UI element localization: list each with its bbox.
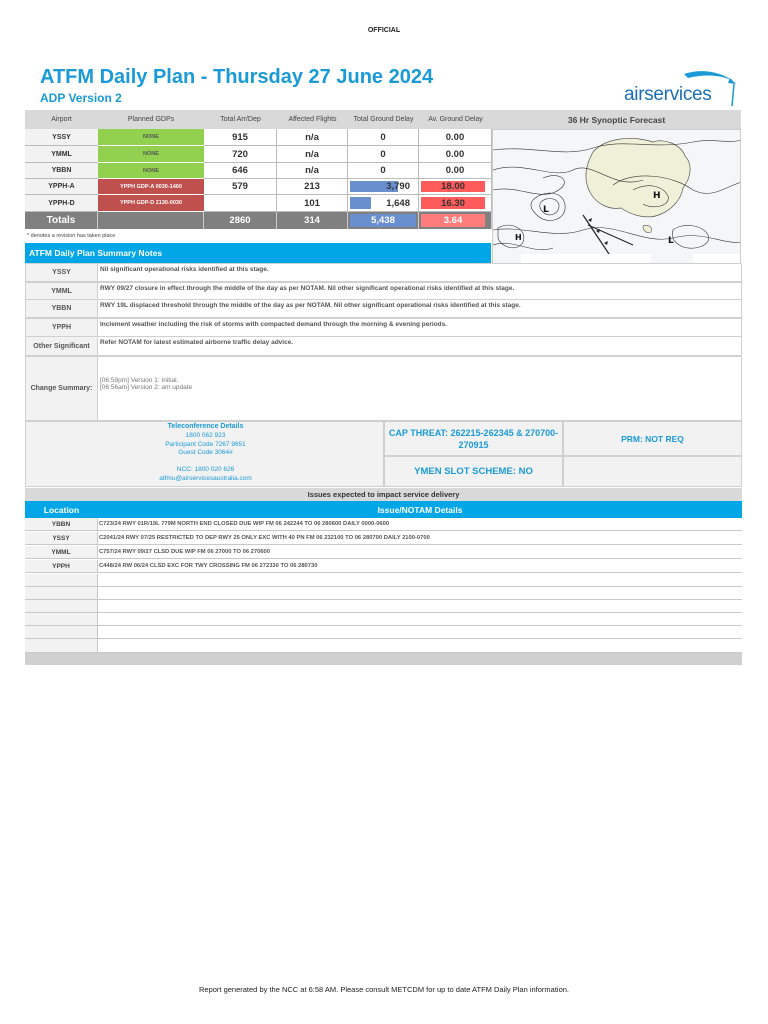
note-text: Refer NOTAM for latest estimated airborne traffic delay advice. [97,336,742,356]
guest-code: Guest Code 3064# [178,449,233,456]
table-row [25,518,742,531]
gdp-status-badge: NONE [98,146,204,163]
notam-location: YSSY [25,532,98,544]
forecast-title: 36 Hr Synoptic Forecast [492,110,741,129]
table-row [25,626,742,639]
table-row [25,600,742,613]
airport-cell: YPPH-D [25,195,98,212]
note-label: YBBN [25,299,98,318]
ground-delay-bar [350,197,371,209]
notam-location [25,587,98,599]
gdp-status-badge: NONE [98,163,204,179]
table-row [25,639,742,653]
teleconference-phone: 1800 062 923 [185,432,226,439]
ground-delay-bar-cell [348,179,419,195]
totals-avg-delay-cell [419,212,492,229]
avg-delay-cell [419,195,492,212]
revision-note: * denotes a revision has taken place [27,233,116,239]
note-label: Other Significant [25,336,98,356]
ymen-slot-scheme: YMEN SLOT SCHEME: NO [384,456,563,487]
notam-location: YBBN [25,518,98,530]
totals-label: Totals [25,212,98,229]
summary-notes-header: ATFM Daily Plan Summary Notes [25,243,491,263]
svg-text:H: H [515,233,522,242]
note-text: RWY 09/27 closure in effect through the middle of the day as per NOTAM. Nil other significant operational risks identified at this stage. [97,282,742,300]
teleconference-title: Teleconference Details [167,423,244,430]
airport-cell: YMML [25,146,98,163]
note-label: YPPH [25,318,98,337]
arr-dep-value: 720 [204,146,277,163]
avg-delay-alert: 18.00 [421,181,485,192]
note-label: YMML [25,282,98,300]
notam-details: C757/24 RWY 09/27 CLSD DUE WIP FM 06 27000 TO 06 270600 [98,546,742,558]
notam-location: YMML [25,546,98,558]
avg-delay-value: 0.00 [419,163,492,179]
note-text: Nil significant operational risks identified at this stage. [97,263,742,282]
note-label: YSSY [25,263,98,282]
totals-ground-delay: 5,438 [350,214,416,227]
ground-delay-value: 3,790 [386,181,410,192]
arr-dep-value: 646 [204,163,277,179]
empty-panel [563,456,742,487]
notam-details [98,639,742,652]
table-row [25,574,742,587]
table-row [25,587,742,600]
page-title: ATFM Daily Plan - Thursday 27 June 2024 [40,66,434,88]
notam-details [98,587,742,599]
totals-ground-delay-cell [348,212,419,229]
report-footer: Report generated by the NCC at 6:58 AM. Please consult METCDM for up to date ATFM Daily Plan information. [198,985,570,994]
affected-flights-value: n/a [277,163,348,179]
svg-text:L: L [668,236,674,246]
totals-arr-dep: 2860 [204,212,277,229]
synoptic-chart-image [493,130,741,264]
affected-flights-value: n/a [277,146,348,163]
notam-table-header [25,501,742,518]
svg-text:L: L [543,205,549,215]
change-summary-label: Change Summary: [25,356,98,421]
col-issue-details: Issue/NOTAM Details [377,504,463,515]
notam-details [98,600,742,612]
table-row [25,532,742,545]
notam-location: YPPH [25,560,98,572]
notam-location [25,639,98,652]
page-subtitle: ADP Version 2 [40,91,122,105]
affected-flights-value: 213 [277,179,348,195]
notam-details [98,613,742,625]
col-avg-ground-delay: Av. Ground Delay [419,110,492,129]
note-text: Inclement weather including the risk of storms with compacted demand through the morning & evening periods. [97,318,742,337]
notam-details [98,574,742,586]
participant-code: Participant Code 7267 9651 [165,441,246,448]
change-line: [06:59pm] Version 1: Initial. [100,377,179,384]
table-row [25,560,742,573]
gdp-status-badge: NONE [98,129,204,146]
ground-delay-bar-cell [348,195,419,212]
gdp-status-badge: YPPH GDP-D 2130-0030 [98,195,204,212]
avg-delay-cell [419,179,492,195]
ground-delay-value: 1,648 [386,197,410,209]
notam-details [98,626,742,638]
teleconference-email[interactable]: atfmu@airservicesaustralia.com [159,475,252,482]
ground-delay-value: 0 [348,146,419,163]
notam-details: C448/24 RW 06/24 CLSD EXC FOR TWY CROSSING FM 06 272330 TO 06 280730 [98,560,742,572]
arr-dep-value [204,195,277,212]
gdp-status-badge: YPPH GDP-A 0030-1400 [98,179,204,195]
cap-threat: CAP THREAT: 262215-262345 & 270700-270915 [384,421,563,456]
avg-delay-alert: 16.30 [421,197,485,209]
arr-dep-value: 915 [204,129,277,146]
ground-delay-value: 0 [348,129,419,146]
ncc-phone: NCC: 1800 020 626 [176,466,235,473]
note-text: RWY 19L displaced threshold through the middle of the day as per NOTAM. Nil other significant operational risks identified at this stage. [97,299,742,318]
notam-details: C723/24 RWY 01R/19L 779M NORTH END CLOSED DUE WIP FM 06 242244 TO 06 280600 DAILY 0000-0600 [98,518,742,530]
avg-delay-value: 0.00 [419,129,492,146]
totals-affected: 314 [277,212,348,229]
change-summary-text [97,356,742,421]
totals-gdp [98,212,204,229]
ground-delay-value: 0 [348,163,419,179]
issues-title: Issues expected to impact service delivery [25,488,742,501]
teleconference-panel [25,421,384,487]
svg-text:H: H [653,191,661,201]
arr-dep-value: 579 [204,179,277,195]
table-row [25,613,742,626]
col-affected-flights: Affected Flights [277,110,348,129]
avg-delay-value: 0.00 [419,146,492,163]
totals-avg-delay: 3.64 [421,214,485,227]
airservices-logo: airservices [622,66,742,110]
classification-label: OFFICIAL [367,27,401,34]
notam-location [25,574,98,586]
col-total-arr-dep: Total Arr/Dep [204,110,277,129]
table-row [25,546,742,559]
airport-cell: YBBN [25,163,98,179]
notam-table-footer [25,653,742,665]
affected-flights-value: 101 [277,195,348,212]
col-airport: Airport [25,110,98,129]
synoptic-forecast-map [492,129,741,264]
change-line: [06:56am] Version 2: am update [100,384,193,391]
col-total-ground-delay: Total Ground Delay [348,110,419,129]
col-planned-gdps: Planned GDPs [98,110,204,129]
notam-details: C2041/24 RWY 07/25 RESTRICTED TO DEP RWY 25 ONLY EXC WITH 40 PN FM 06 232100 TO 06 280700 DAILY 2100-0700 [98,532,742,544]
col-location: Location [43,504,80,515]
notam-location [25,613,98,625]
affected-flights-value: n/a [277,129,348,146]
airport-cell: YSSY [25,129,98,146]
notam-location [25,600,98,612]
airport-cell: YPPH-A [25,179,98,195]
notam-location [25,626,98,638]
prm-status: PRM: NOT REQ [563,421,742,456]
